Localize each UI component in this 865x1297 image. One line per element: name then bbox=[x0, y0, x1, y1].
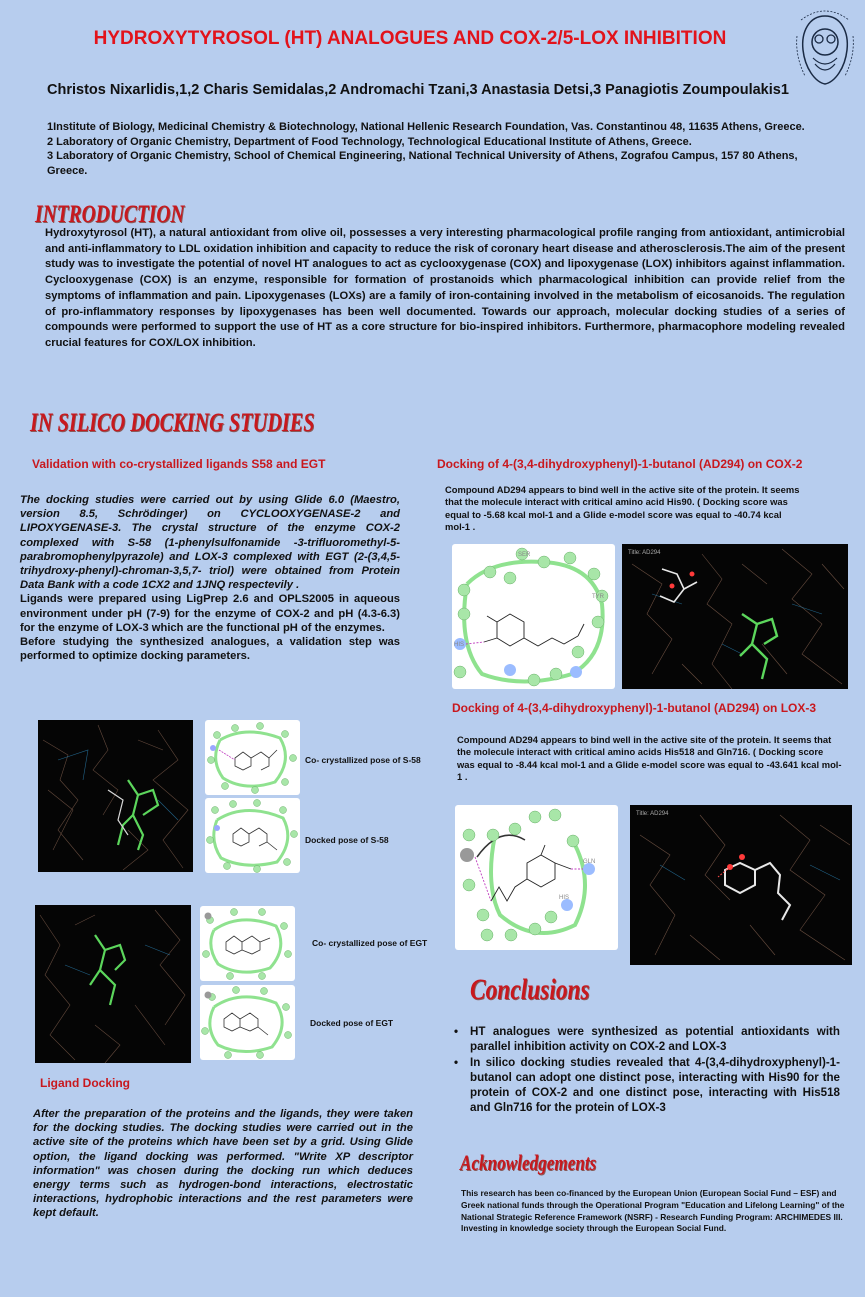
acknowledgements-heading: Acknowledgements bbox=[460, 1150, 597, 1175]
docking-heading: IN SILICO DOCKING STUDIES bbox=[30, 408, 315, 437]
lox3-panel-title: Title: AD294 bbox=[636, 811, 669, 817]
cox2-interaction-diagram bbox=[452, 544, 615, 689]
s58-crystal-caption: Co- crystallized pose of S-58 bbox=[305, 755, 421, 765]
svg-text:HIS: HIS bbox=[454, 642, 465, 648]
introduction-heading: INTRODUCTION bbox=[35, 201, 185, 228]
s58-docked-caption: Docked pose of S-58 bbox=[305, 835, 389, 845]
conclusion-item: • In silico docking studies revealed that 4-(3,4-dihydroxyphenyl)-1-butanol can adopt one distinct pose, interacting with His90 for the protein of COX-2 and one distinct pose, interacting with His518 and Gln716 for the protein of LOX-3 bbox=[452, 1055, 840, 1115]
author-list: Christos Nixarlidis,1,2 Charis Semidalas,2 Andromachi Tzani,3 Anastasia Detsi,3 Panagiotis Zoumpoulakis1 bbox=[47, 82, 789, 98]
svg-text:HIS: HIS bbox=[559, 895, 570, 901]
lox3-docking-heading: Docking of 4-(3,4-dihydroxyphenyl)-1-butanol (AD294) on LOX-3 bbox=[452, 701, 817, 715]
owl-seal-icon bbox=[793, 6, 857, 94]
conclusion-item: • HT analogues were synthesized as potential antioxidants with parallel inhibition activity on COX-2 and LOX-3 bbox=[452, 1024, 840, 1054]
validation-heading: Validation with co-crystallized ligands S58 and EGT bbox=[32, 457, 326, 471]
egt-docked-caption: Docked pose of EGT bbox=[310, 1018, 394, 1028]
ligprep-text: Ligands were prepared using LigPrep 2.6 and OPLS2005 in aqueous environment under pH (7-9) for the enzyme of COX-2 and pH (4.3-6.3) for the enzyme of LOX-3 which are the functional pH of the enzymes. bbox=[20, 593, 400, 634]
egt-docked-2d-diagram bbox=[200, 985, 295, 1060]
svg-text:TYR: TYR bbox=[592, 594, 604, 600]
egt-3d-pose-image bbox=[35, 905, 191, 1063]
cox2-panel-title: Title: AD294 bbox=[628, 550, 661, 556]
ligand-docking-text: After the preparation of the proteins and the ligands, they were taken for the docking studies. The docking studies were carried out in the active site of the proteins which have been set by a grid. Using Glide option, the ligand docking was performed. "Write XP descriptor information" was chosen during the docking run which deduces energy terms such as hydrogen-bond interactions, electrostatic interactions, hydrophobic interactions and the rest parameters were kept default. bbox=[33, 1108, 413, 1220]
s58-crystal-2d-diagram bbox=[205, 720, 300, 795]
ligand-docking-heading: Ligand Docking bbox=[40, 1076, 130, 1090]
affiliation-1: 1Institute of Biology, Medicinal Chemistry & Biotechnology, National Hellenic Research Foundation, Vas. Constantinou 48, 11635 Athens, Greece. bbox=[47, 121, 805, 133]
lox3-3d-pose-image bbox=[630, 805, 852, 965]
lox3-interaction-diagram bbox=[455, 805, 618, 950]
introduction-text: Hydroxytyrosol (HT), a natural antioxidant from olive oil, possesses a very interesting pharmacological profile ranging from antioxidant, antimicrobial and anti-inflammatory to LDL oxidation inhibition and capacity to reduce the risk of coronary heart disease and atherosclerosis.The aim of the present study was to investigate the potential of novel HT analogues to act as cyclooxygenase (COX) and lipoxygenase (LOX) inhibitors against inflammation. Cyclooxygenase (COX) is an enzyme, responsible for formation of prostanoids which pharmacological inhibition can provide relief from the symptoms of inflammation and pain. Lipoxygenases (LOXs) are a family of iron-containing involved in the metabolism of eicosanoids. The regulation of pro-inflammatory responses by lipoxygenases has been well documented. Towards our approach, molecular docking studies of a series of compounds were performed to support the use of HT as a core structure for bio-inspired inhibitors. Furthermore, pharmacophore modeling revealed crucial features for COX/LOX inhibition. bbox=[45, 227, 845, 349]
acknowledgements-text: This research has been co-financed by the European Union (European Social Fund – ESF) and Greek national funds through the Operational Program "Education and Lifelong Learning" of the National Strategic Reference Framework (NSRF) - Research Funding Program: ARCHIMEDES III. Investing in knowledge society through the European Social Fund. bbox=[461, 1188, 845, 1234]
affiliation-2: 2 Laboratory of Organic Chemistry, Department of Food Technology, Technological Educational Institute of Athens, Greece. bbox=[47, 135, 692, 148]
cox2-docking-heading: Docking of 4-(3,4-dihydroxyphenyl)-1-butanol (AD294) on COX-2 bbox=[437, 457, 803, 471]
s58-docked-2d-diagram bbox=[205, 798, 300, 873]
validation-text: The docking studies were carried out by using Glide 6.0 (Maestro, version 8.5, Schrödinger) on CYCLOOXYGENASE-2 and LIPOXYGENASE-3. The crystal structure of the enzyme COX-2 complexed with S-58 (1-phenylsulfonamide -3-trifluoromethyl-5-parabromophenylpyrazole) and LOX-3 complexed with EGT (2-(3,4,5-trihydroxy-phenyl)-chroman-3,5,7- triol) were obtained from Protein Data Bank with a code 1CX2 and 1JNQ respectevily . bbox=[20, 494, 400, 592]
s58-3d-pose-image bbox=[38, 720, 193, 872]
validation-text-block bbox=[20, 493, 400, 663]
poster-title: HYDROXYTYROSOL (HT) ANALOGUES AND COX-2/5-LOX INHIBITION bbox=[93, 28, 727, 49]
conclusions-list bbox=[452, 1024, 840, 1116]
egt-crystal-2d-diagram bbox=[200, 906, 295, 981]
egt-crystal-caption: Co- crystallized pose of EGT bbox=[312, 938, 428, 948]
cox2-3d-pose-image bbox=[622, 544, 848, 689]
svg-text:SER: SER bbox=[518, 552, 531, 558]
validation-step-text: Before studying the synthesized analogues, a validation step was performed to optimize docking parameters. bbox=[20, 636, 400, 663]
lox3-docking-text: Compound AD294 appears to bind well in the active site of the protein. It seems that the molecule interact with critical amino acids His518 and Gln716. ( Docking score was equal to -8.44 kcal mol-1 and a Glide e-model score was equal to -43.641 kcal mol-1 . bbox=[457, 734, 842, 783]
affiliation-3: 3 Laboratory of Organic Chemistry, School of Chemical Engineering, National Technical University of Athens, Zografou Campus, 157 80 Athens, Greece. bbox=[47, 150, 798, 177]
conclusions-heading: Conclusions bbox=[470, 973, 590, 1006]
svg-text:GLN: GLN bbox=[583, 859, 596, 865]
affiliations bbox=[47, 120, 837, 178]
cox2-docking-text: Compound AD294 appears to bind well in the active site of the protein. It seems that the molecule interact with critical amino acid His90. ( Docking score was equal to -5.68 kcal mol-1 and a Glide e-model score was equal to -40.74 kcal mol-1 . bbox=[445, 484, 800, 533]
